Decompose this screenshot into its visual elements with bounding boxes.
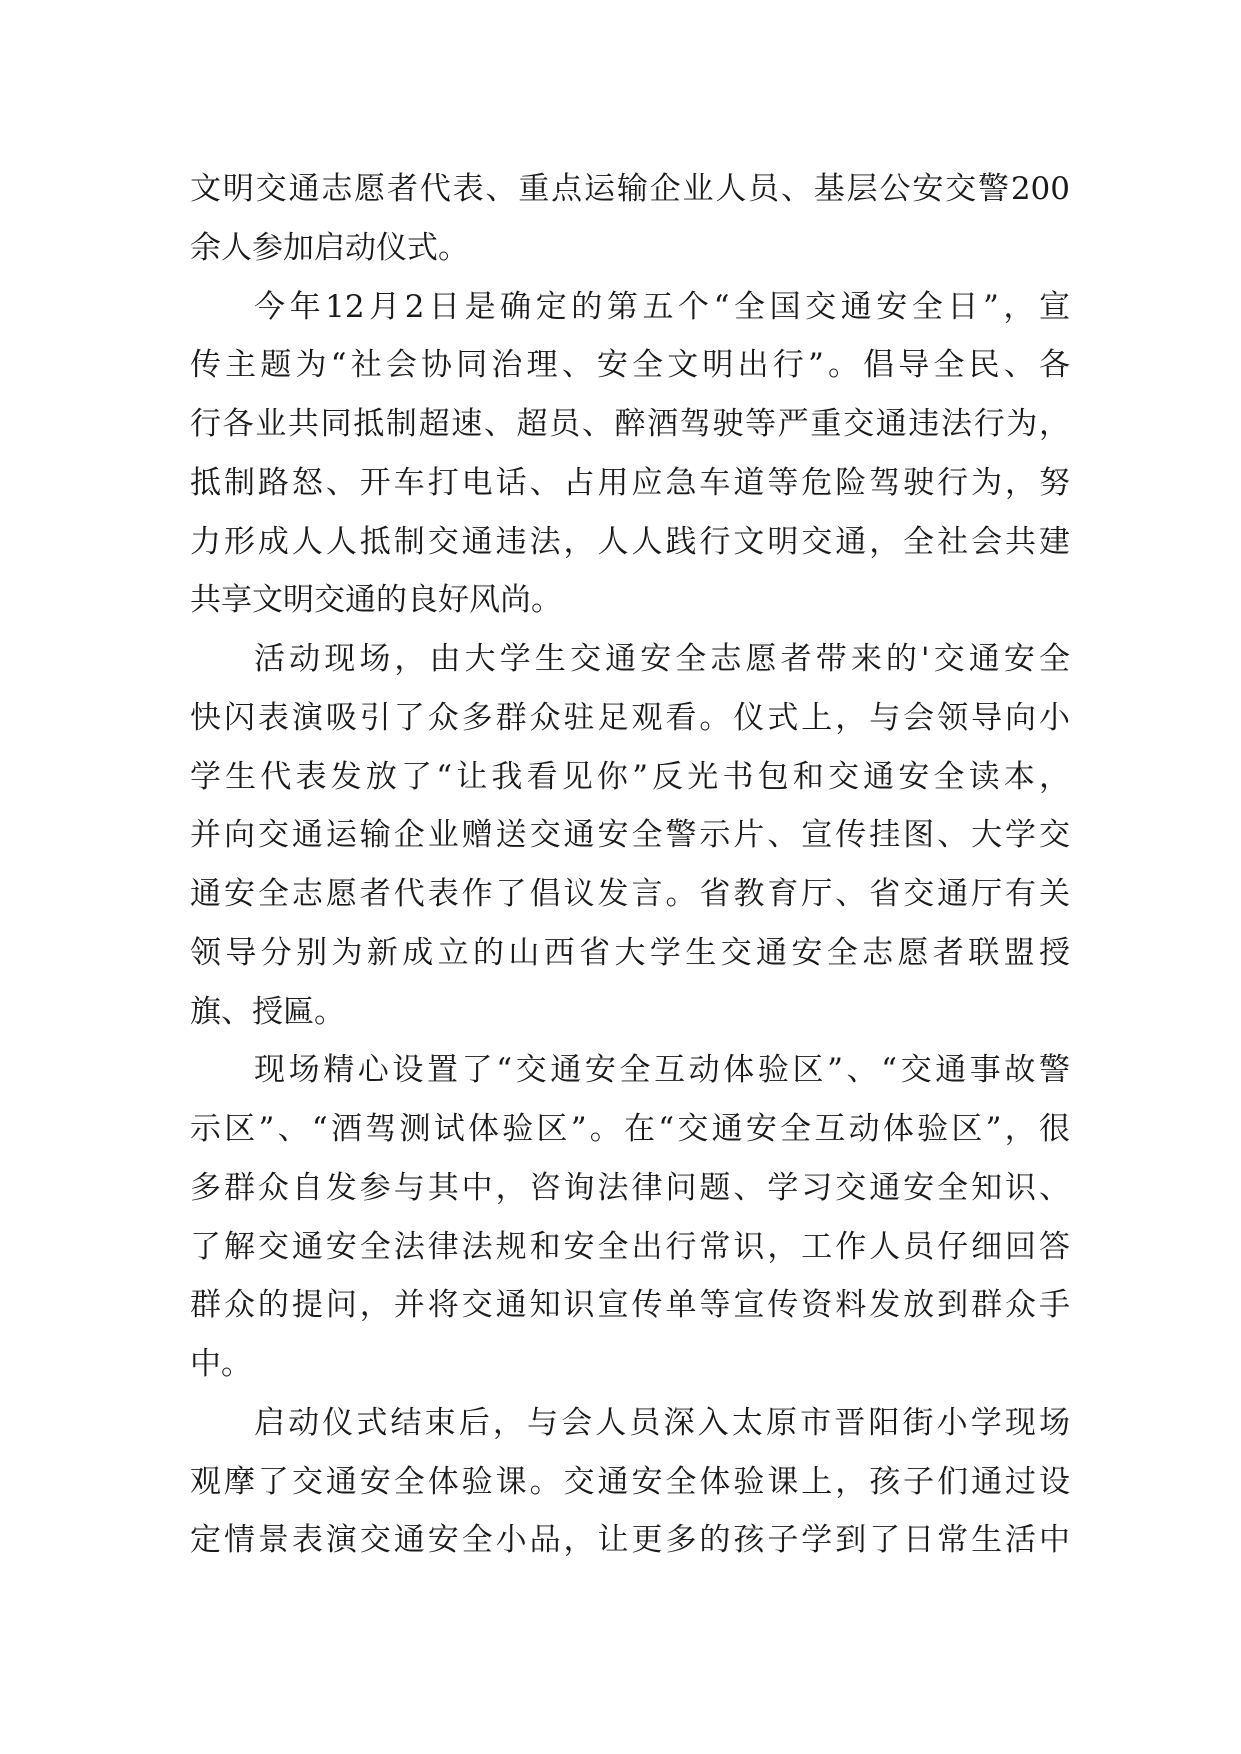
text-line: 行各业共同抵制超速、超员、醉酒驾驶等严重交通违法行为， [190, 406, 1070, 442]
text-line: 启动仪式结束后，与会人员深入太原市晋阳街小学现场 [254, 1404, 1070, 1441]
text-line: 传主题为“社会协同治理、安全文明出行”。倡导全民、各 [190, 347, 1070, 384]
text-line: 文明交通志愿者代表、重点运输企业人员、基层公安交警200 [190, 171, 1070, 207]
text-line: 活动现场，由大学生交通安全志愿者带来的'交通安全 [254, 641, 1070, 677]
text-line: 并向交通运输企业赠送交通安全警示片、宣传挂图、大学交 [190, 817, 1070, 854]
text-line: 定情景表演交通安全小品，让更多的孩子学到了日常生活中 [190, 1522, 1070, 1559]
text-line: 了解交通安全法律法规和安全出行常识，工作人员仔细回答 [190, 1228, 1070, 1265]
text-line: 多群众自发参与其中，咨询法律问题、学习交通安全知识、 [190, 1169, 1070, 1206]
text-line: 余人参加启动仪式。 [190, 229, 469, 266]
text-line: 抵制路怒、开车打电话、占用应急车道等危险驾驶行为，努 [190, 464, 1070, 501]
text-line: 旗、授匾。 [190, 993, 345, 1030]
text-line: 今年12月2日是确定的第五个“全国交通安全日”，宣 [254, 288, 1070, 325]
document-body [190, 160, 1070, 1570]
text-line: 示区”、“酒驾测试体验区”。在“交通安全互动体验区”，很 [190, 1111, 1070, 1147]
text-line: 学生代表发放了“让我看见你”反光书包和交通安全读本， [190, 758, 1070, 795]
text-line: 力形成人人抵制交通违法，人人践行文明交通，全社会共建 [190, 523, 1070, 560]
paragraph [190, 1394, 1070, 1570]
text-line: 现场精心设置了“交通安全互动体验区”、“交通事故警 [254, 1052, 1070, 1089]
text-line: 领导分别为新成立的山西省大学生交通安全志愿者联盟授 [190, 934, 1070, 971]
text-line: 群众的提问，并将交通知识宣传单等宣传资料发放到群众手 [190, 1287, 1070, 1324]
text-line: 通安全志愿者代表作了倡议发言。省教育厅、省交通厅有关 [190, 876, 1070, 912]
text-line: 观摩了交通安全体验课。交通安全体验课上，孩子们通过设 [190, 1463, 1070, 1500]
text-line: 中。 [190, 1346, 252, 1382]
text-line: 共享文明交通的良好风尚。 [190, 582, 562, 619]
paragraph [190, 630, 1070, 1041]
paragraph [190, 160, 1070, 278]
paragraph [190, 278, 1070, 631]
text-line: 快闪表演吸引了众多群众驻足观看。仪式上，与会领导向小 [190, 699, 1070, 736]
paragraph [190, 1041, 1070, 1394]
